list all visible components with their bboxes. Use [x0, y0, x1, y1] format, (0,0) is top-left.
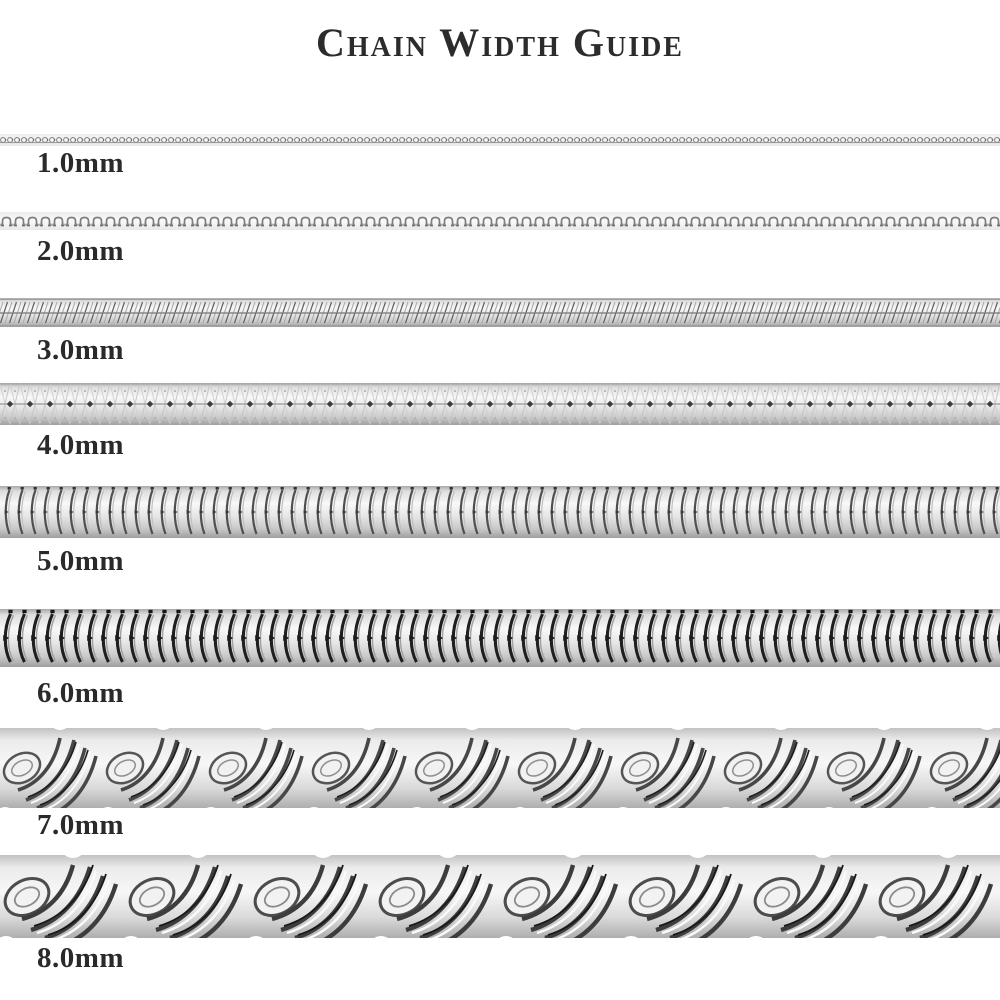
chain-row-5mm — [0, 486, 1000, 577]
chain-row-3mm — [0, 298, 1000, 366]
chain-width-label-2mm: 2.0mm — [37, 235, 125, 267]
chain-row-6mm — [0, 609, 1000, 709]
chain-sample-8mm-rope — [0, 855, 1000, 938]
chain-width-label-8mm: 8.0mm — [37, 942, 125, 974]
chain-width-label-5mm: 5.0mm — [37, 545, 125, 577]
chain-row-1mm — [0, 134, 1000, 179]
chain-width-label-7mm: 7.0mm — [37, 809, 125, 841]
chain-row-2mm — [0, 212, 1000, 267]
chain-width-label-6mm: 6.0mm — [37, 677, 125, 709]
page-title: Chain Width Guide — [316, 20, 684, 65]
chain-sample-7mm-rope — [0, 728, 1000, 808]
chain-row-8mm — [0, 855, 1000, 974]
chain-sample-6mm-snake — [0, 609, 1000, 667]
chain-width-label-4mm: 4.0mm — [37, 429, 125, 461]
chain-sample-2mm-box — [0, 212, 1000, 230]
chain-sample-1mm-box — [0, 134, 1000, 146]
chain-row-4mm — [0, 383, 1000, 461]
chain-width-label-1mm: 1.0mm — [37, 147, 125, 179]
chain-row-7mm — [0, 728, 1000, 841]
chain-sample-5mm-snake — [0, 486, 1000, 538]
chain-width-label-3mm: 3.0mm — [37, 334, 125, 366]
chain-sample-4mm-snake — [0, 383, 1000, 425]
chain-sample-3mm-snake — [0, 298, 1000, 327]
